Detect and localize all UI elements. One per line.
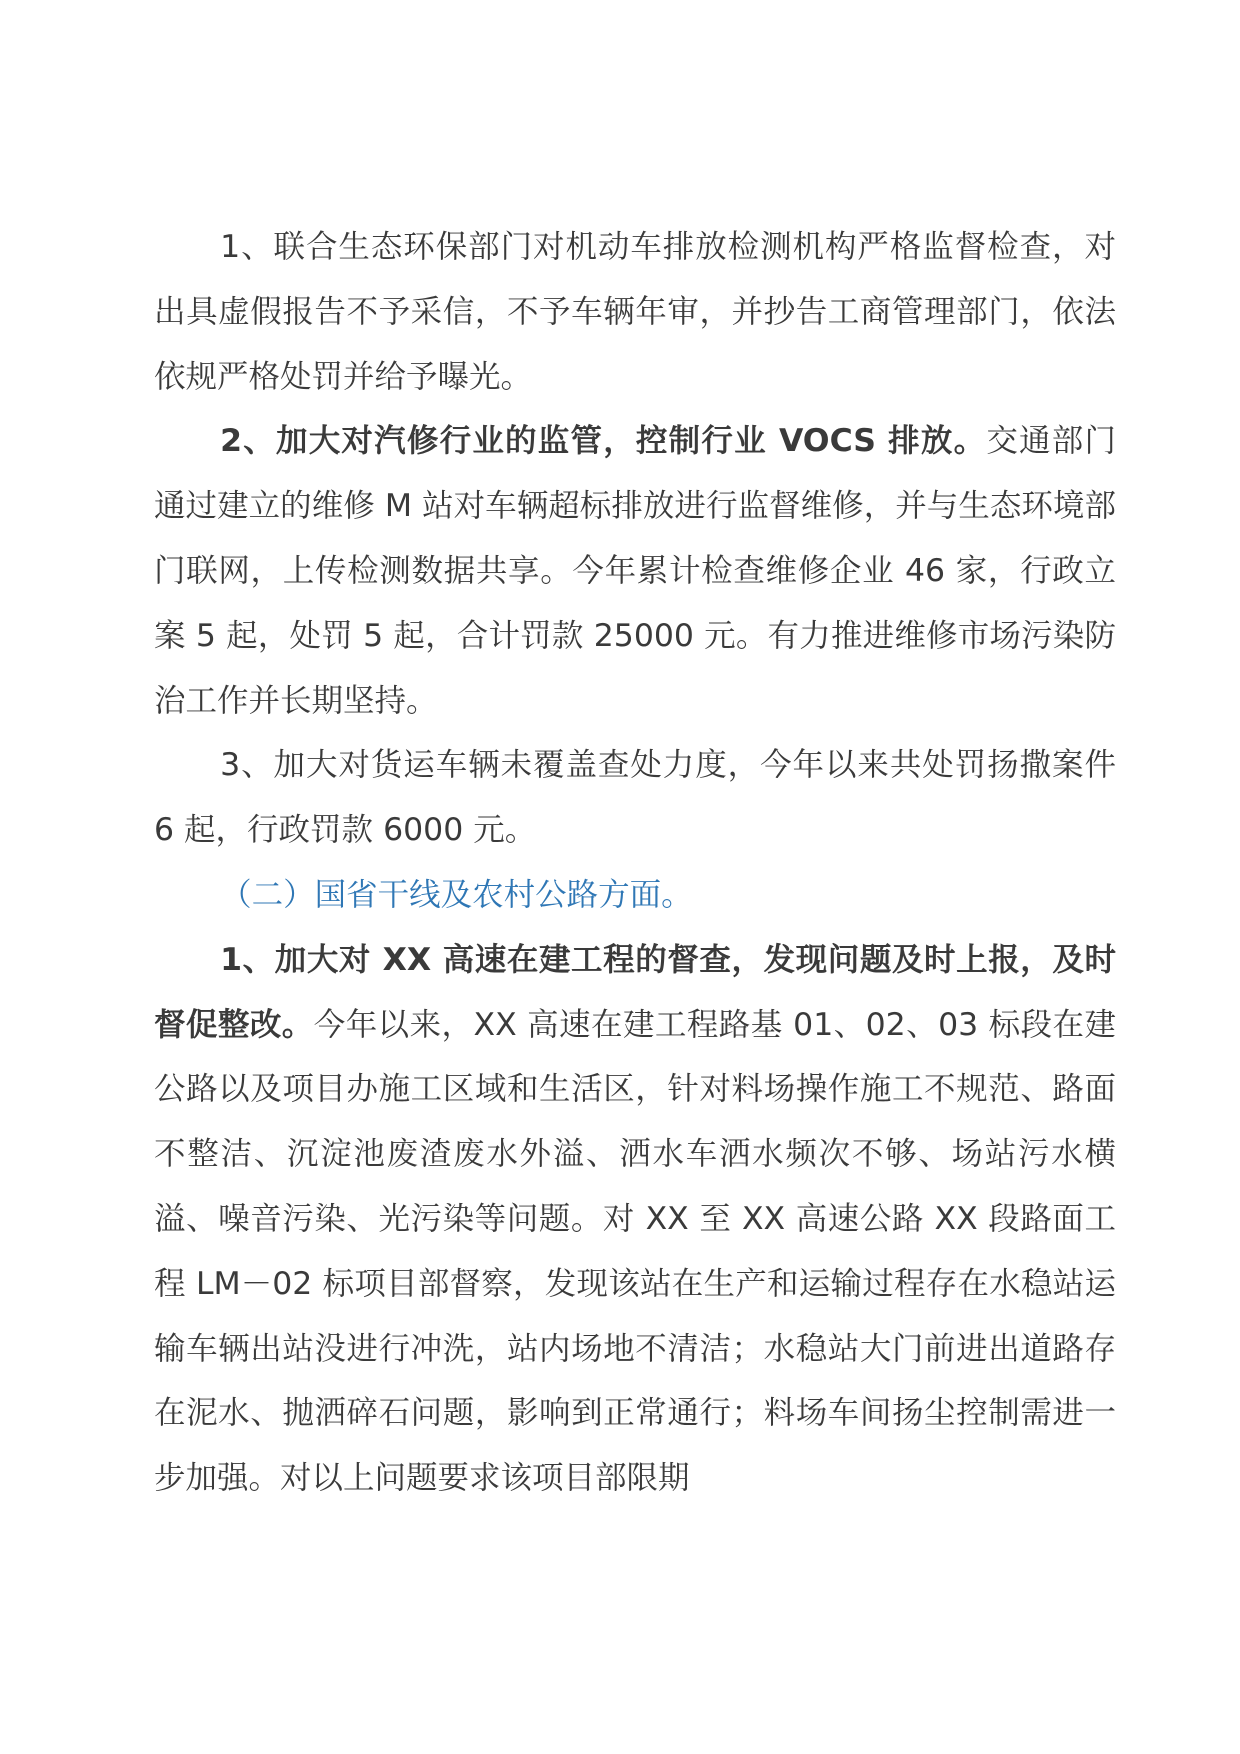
paragraph-2-lead: 2、加大对汽修行业的监管，控制行业 VOCS 排放。 [220,423,987,460]
paragraph-3-text: 3、加大对货运车辆未覆盖查处力度，今年以来共处罚扬撒案件 6 起，行政罚款 6000 元。 [154,747,1116,849]
paragraph-4-text: 今年以来，XX 高速在建工程路基 01、02、03 标段在建公路以及项目办施工区域和生活区，针对料场操作施工不规范、路面不整洁、沉淀池废渣废水外溢、洒水车洒水频次不够、场站污水横溢、噪音污染、光污染等问题。对 XX 至 XX 高速公路 XX 段路面工程 LM－02 标项目部督察，发现该站在生产和运输过程存在水稳站运输车辆出站没进行冲洗，站内场地不清洁；水稳站大门前进出道路存在泥水、抛洒碎石问题，影响到正常通行；料场车间扬尘控制需进一步加强。对以上问题要求该项目部限期 [154,1006,1116,1497]
document-body [154,215,1116,1511]
paragraph-2-text: 交通部门通过建立的维修 M 站对车辆超标排放进行监督维修，并与生态环境部门联网，上传检测数据共享。今年累计检查维修企业 46 家，行政立案 5 起，处罚 5 起，合计罚款 25000 元。有力推进维修市场污染防治工作并长期坚持。 [154,423,1116,719]
paragraph-1-text: 1、联合生态环保部门对机动车排放检测机构严格监督检查，对出具虚假报告不予采信，不予车辆年审，并抄告工商管理部门，依法依规严格处罚并给予曝光。 [154,229,1116,395]
paragraph-3 [154,733,1116,863]
paragraph-2 [154,409,1116,733]
paragraph-4 [154,928,1116,1511]
paragraph-1 [154,215,1116,409]
section-heading: （二）国省干线及农村公路方面。 [220,876,693,913]
paragraph-4-lead: 1、加大对 XX 高速在建工程的督查，发现问题及时上报，及时督促整改。 [154,941,1116,1043]
